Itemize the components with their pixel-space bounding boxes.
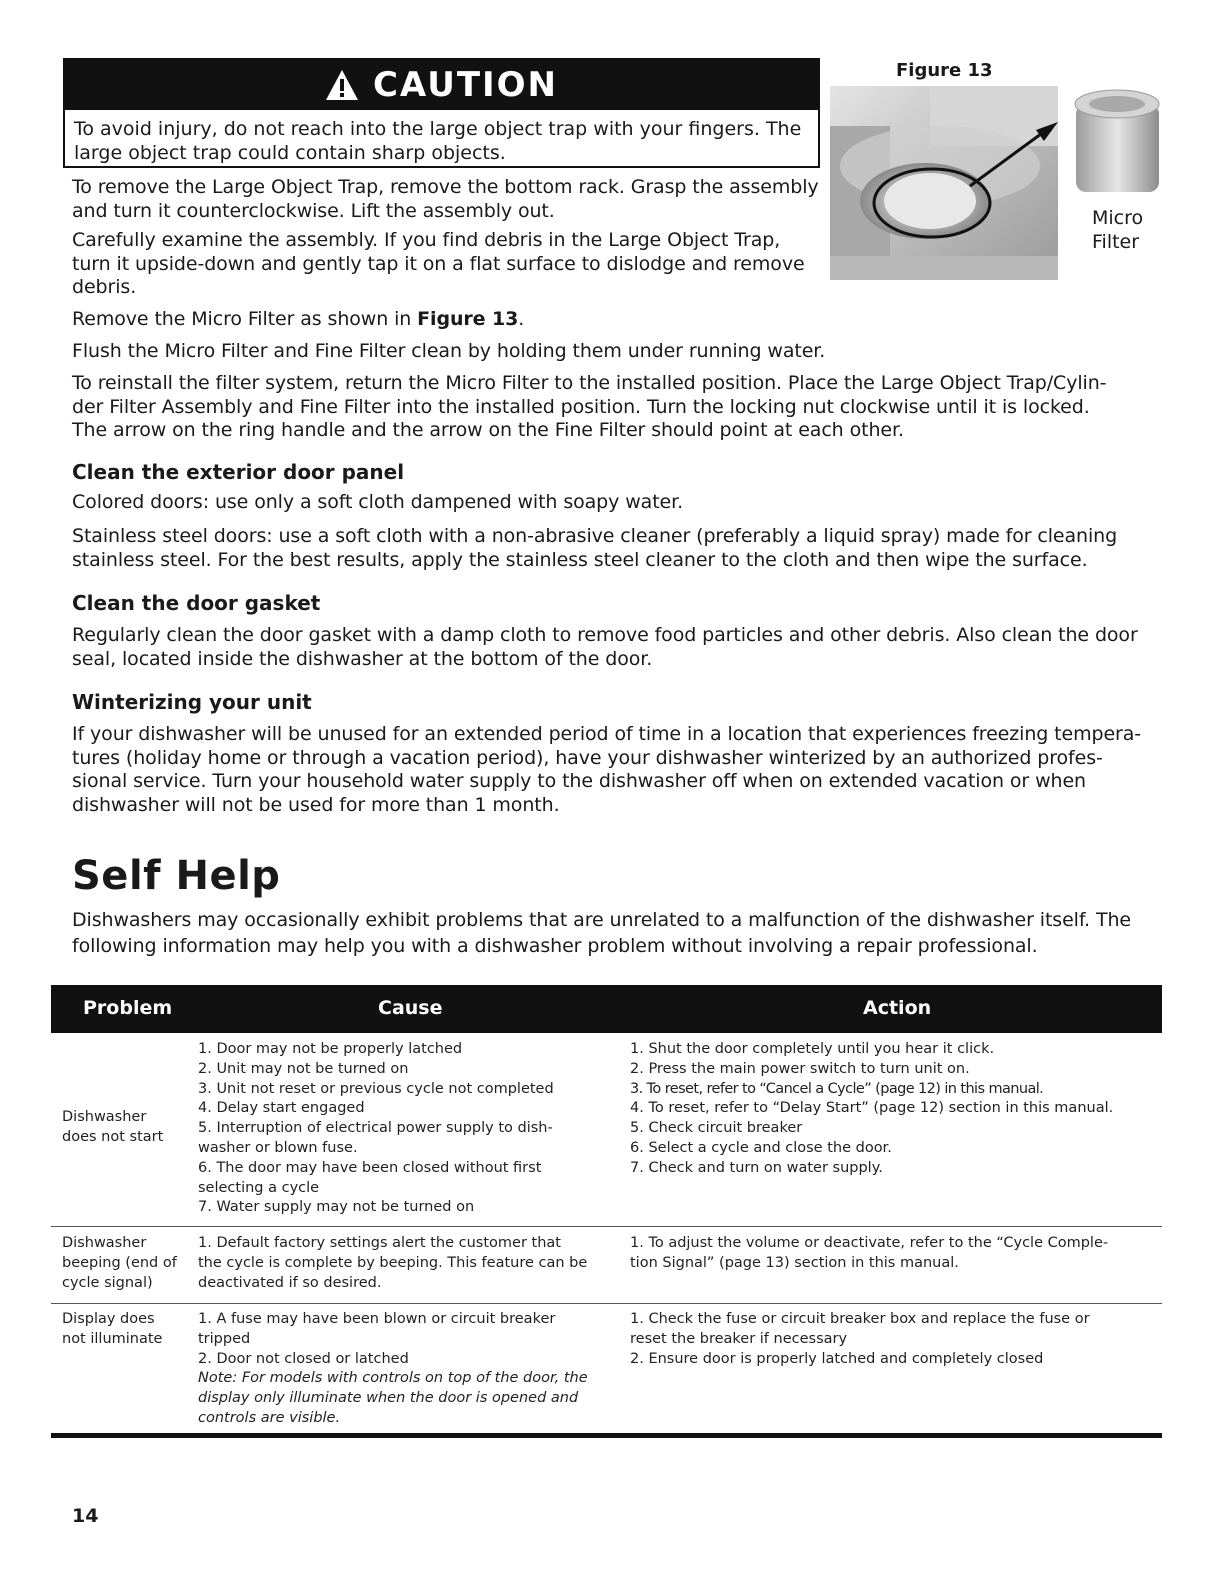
header-cause: Cause [378, 997, 443, 1019]
paragraph-stainless-doors: Stainless steel doors: use a soft cloth with a non-abrasive cleaner (preferably a liquid spray) made for cleaning stainless steel. For the best results, apply the stainless steel cleaner to the cloth and then wipe the surface. [72, 525, 1118, 571]
paragraph-self-help: Dishwashers may occasionally exhibit problems that are unrelated to a malfunction of the dishwasher itself. The following information may help you with a dishwasher problem without involving a repair professional. [72, 909, 1131, 957]
warning-triangle-icon [325, 69, 359, 101]
figure-label: Figure 13 [896, 60, 993, 81]
paragraph-remove-trap: To remove the Large Object Trap, remove the bottom rack. Grasp the assembly and turn it counterclockwise. Lift the assembly out. [72, 176, 819, 222]
caution-box [63, 58, 820, 168]
paragraph-gasket: Regularly clean the door gasket with a damp cloth to remove food particles and other debris. Also clean the door seal, located inside the dishwasher at the bottom of the door. [72, 624, 1138, 670]
row3-cause: 1. A fuse may have been blown or circuit breaker tripped 2. Door not closed or latched Note: For models with controls on top of the door, the display only illuminate when the door is opened and controls are visible. [198, 1311, 588, 1426]
row1-cause: 1. Door may not be properly latched 2. Unit may not be turned on 3. Unit not reset or previous cycle not completed 4. Delay start engaged 5. Interruption of electrical power supply to dish- washer or blown fuse. 6. The door may have been closed without first selecting a cycle 7. Water supply may not be turned on [198, 1041, 554, 1216]
table-bottom-rule [51, 1433, 1162, 1438]
row1-action: 1. Shut the door completely until you hear it click. 2. Press the main power switch to turn unit on. 3. To reset, refer to “Cancel a Cycle” (page 12) in this manual. 4. To reset, refer to “Delay Start” (page 12) section in this manual. 5. Check circuit breaker 6. Select a cycle and close the door. 7. Check and turn on water supply. [630, 1041, 1114, 1176]
note-text: Note: For models with controls on top of the door, the [198, 1370, 588, 1387]
header-problem: Problem [83, 997, 173, 1019]
paragraph-flush: Flush the Micro Filter and Fine Filter clean by holding them under running water. [72, 340, 826, 362]
row-divider [51, 1303, 1162, 1304]
row2-action: 1. To adjust the volume or deactivate, refer to the “Cycle Comple- tion Signal” (page 13) section in this manual. [630, 1235, 1109, 1271]
figure-reference: Figure 13 [417, 308, 519, 330]
paragraph-colored-doors: Colored doors: use only a soft cloth dampened with soapy water. [72, 491, 684, 513]
caution-title: CAUTION [372, 65, 559, 105]
paragraph-winterizing: If your dishwasher will be unused for an extended period of time in a location that experiences freezing tempera- tures (holiday home or through a vacation period), have your dishwasher winterized by an authorized profes- sional service. Turn your household water supply to the dishwasher off when on extended vacation or when dishwasher will not be used for more than 1 month. [72, 723, 1142, 816]
row3-problem: Display does not illuminate [62, 1311, 163, 1347]
row2-cause: 1. Default factory settings alert the customer that the cycle is complete by beeping. This feature can be deactivated if so desired. [198, 1235, 588, 1291]
row2-problem: Dishwasher beeping (end of cycle signal) [62, 1235, 177, 1291]
troubleshooting-table-header [51, 985, 1162, 1033]
row3-action: 1. Check the fuse or circuit breaker box and replace the fuse or reset the breaker if necessary 2. Ensure door is properly latched and completely closed [630, 1311, 1090, 1367]
page-number: 14 [72, 1505, 99, 1527]
row1-problem: Dishwasher does not start [62, 1109, 164, 1145]
paragraph-remove-micro: Remove the Micro Filter as shown in Figure 13. [72, 308, 525, 330]
heading-door-gasket: Clean the door gasket [72, 591, 321, 615]
filter-photo [830, 86, 1058, 280]
section-title-self-help: Self Help [72, 853, 281, 899]
header-action: Action [863, 997, 932, 1019]
row-divider [51, 1226, 1162, 1227]
heading-exterior-door: Clean the exterior door panel [72, 460, 405, 484]
micro-filter-photo [1070, 86, 1165, 202]
micro-filter-label: Micro Filter [1092, 207, 1144, 253]
caution-text: To avoid injury, do not reach into the large object trap with your fingers. The large object trap could contain sharp objects. [74, 118, 802, 164]
paragraph-examine: Carefully examine the assembly. If you find debris in the Large Object Trap, turn it upside-down and gently tap it on a flat surface to dislodge and remove debris. [72, 229, 805, 298]
caution-header [65, 60, 818, 110]
heading-winterizing: Winterizing your unit [72, 690, 312, 714]
paragraph-reinstall: To reinstall the filter system, return the Micro Filter to the installed position. Place the Large Object Trap/Cylin- der Filter Assembly and Fine Filter into the installed position. Turn the locking nut clockwise until it is locked. The arrow on the ring handle and the arrow on the Fine Filter should point at each other. [72, 372, 1107, 441]
